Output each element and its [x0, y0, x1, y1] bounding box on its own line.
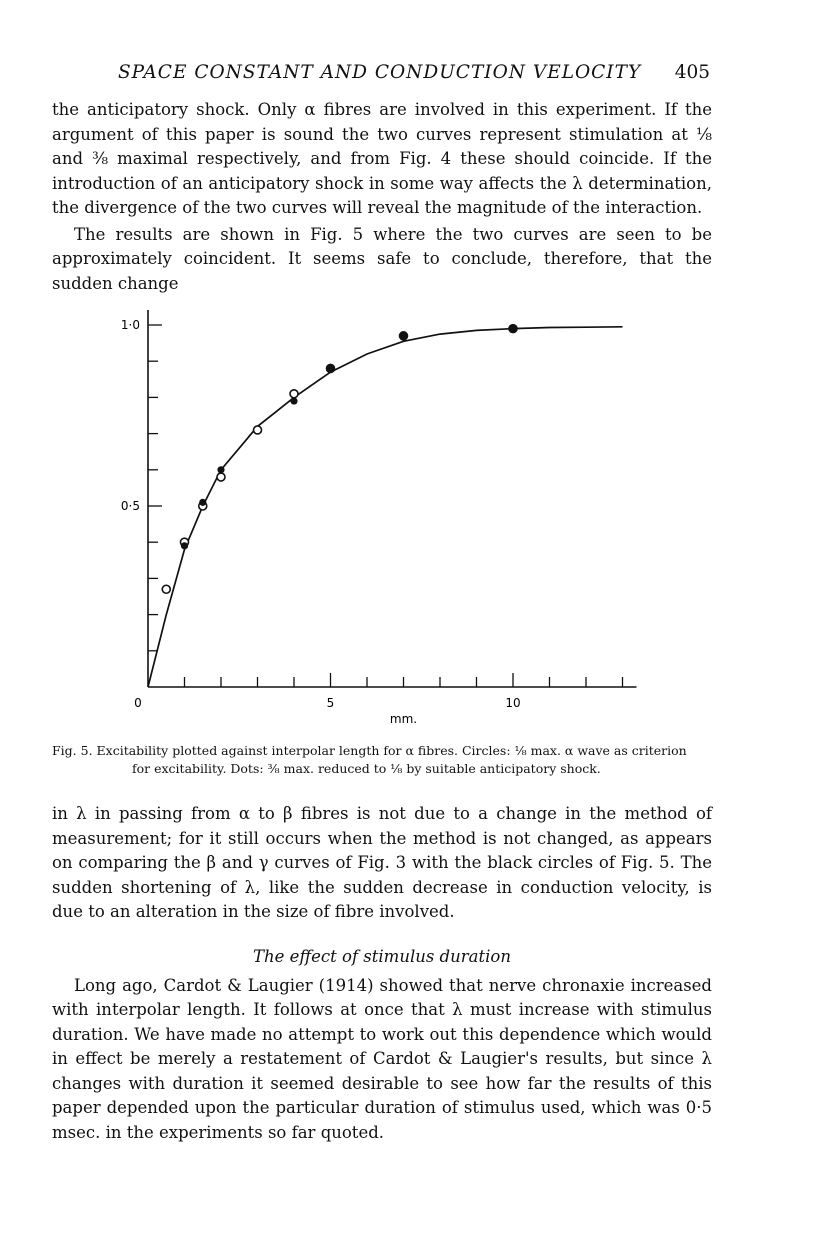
fitted-curve [148, 327, 623, 687]
paragraph-4: Long ago, Cardot & Laugier (1914) showed that nerve chronaxie increased with interpolar length. It follows at once that λ must increase with stimulus duration. We have made no attempt to work out this dependence which would in effect be merely a restatement of Cardot & Laugier's results, but since λ changes with duration it seemed desirable to see how far the results of this paper depended upon the particular duration of stimulus used, which was 0·5 msec. in the experiments so far quoted. [52, 975, 712, 1142]
x-tick-label: 10 [505, 696, 521, 710]
filled-dot-point [181, 542, 188, 549]
figure-5 [52, 310, 712, 740]
open-circle-point [217, 473, 225, 481]
page-number: 405 [674, 62, 710, 83]
x-axis-label: mm. [389, 712, 418, 726]
y-tick-label: 1·0 [120, 318, 140, 332]
paragraph-1: the anticipatory shock. Only α fibres are involved in this experiment. If the argument of this paper is sound the two curves represent stimulation at ⅛ and ⅜ maximal respectively, and from Fig. 4 these should coincide. If the introduction of an anticipatory shock in some way affects the λ determination, the divergence of the two curves will reveal the magnitude of the interaction. [52, 100, 712, 217]
x-tick-label: 5 [326, 696, 335, 710]
open-circle-point [290, 390, 298, 398]
filled-dot-point [509, 325, 516, 332]
running-title: SPACE CONSTANT AND CONDUCTION VELOCITY [118, 62, 642, 83]
filled-dot-point [327, 365, 334, 372]
filled-dot-point [199, 499, 206, 506]
page [52, 62, 712, 1145]
x-tick-label: 0 [134, 696, 142, 710]
open-circle-point [162, 585, 170, 593]
section-heading: The effect of stimulus duration [253, 946, 511, 966]
paragraph-3: in λ in passing from α to β fibres is not due to a change in the method of measurement; for it still occurs when the method is not changed, as appears on comparing the β and γ curves of Fig. 3 with the black circles of Fig. 5. The sudden shortening of λ, like the sudden decrease in conduction velocity, is due to an alteration in the size of fibre involved. [52, 804, 712, 921]
filled-dot-point [217, 466, 224, 473]
filled-dot-point [290, 397, 297, 404]
filled-dot-point [400, 332, 407, 339]
running-header [52, 62, 712, 92]
figure-5-chart [52, 310, 712, 740]
paragraph-2: The results are shown in Fig. 5 where the two curves are seen to be approximately coincident. It seems safe to conclude, therefore, that the sudden change [52, 224, 712, 293]
caption-line-2: for excitability. Dots: ⅜ max. reduced to ⅛ by suitable anticipatory shock. [132, 761, 601, 776]
open-circle-point [254, 426, 262, 434]
figure-caption [52, 742, 712, 778]
caption-line-1: Fig. 5. Excitability plotted against interpolar length for α fibres. Circles: ⅛ max. α wave as criterion [52, 743, 687, 758]
y-tick-label: 0·5 [120, 499, 140, 513]
